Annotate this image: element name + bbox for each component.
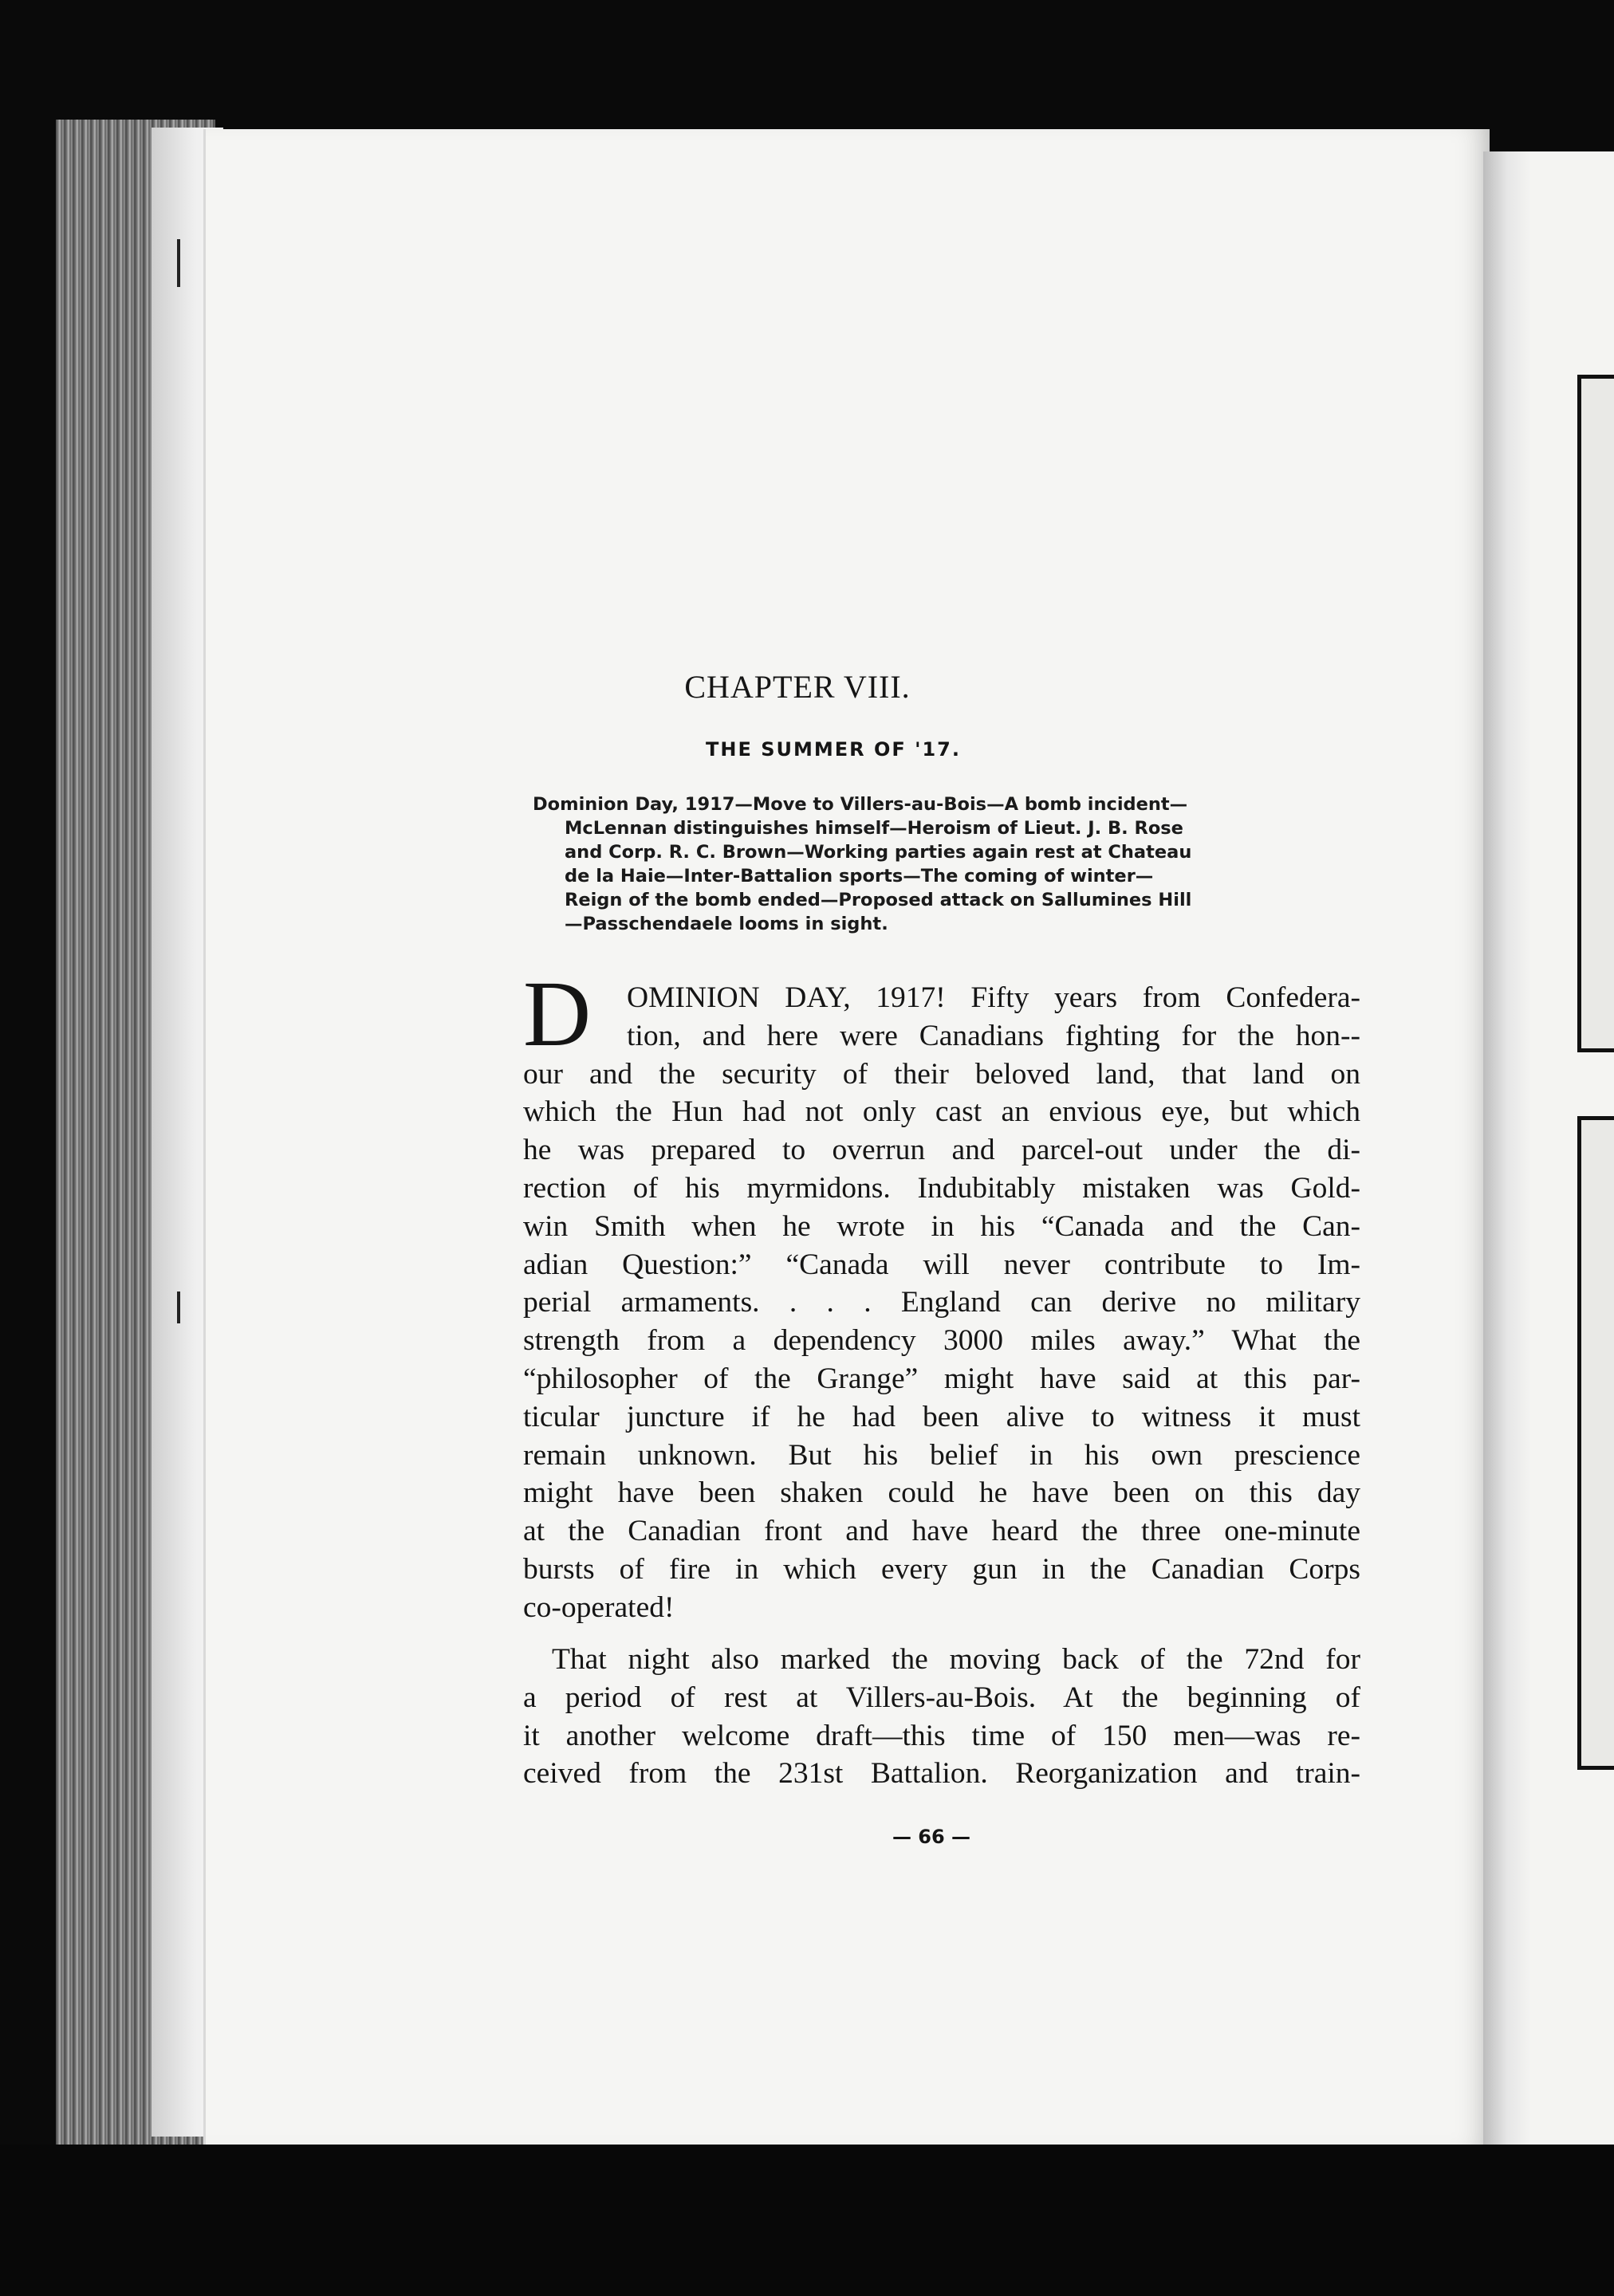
text-line: OMINION DAY, 1917! Fifty years from Confedera- xyxy=(627,981,1360,1014)
text-line: at the Canadian front and have heard the three one-minute xyxy=(523,1515,1360,1548)
facing-plate-frame-bottom xyxy=(1577,1116,1614,1770)
text-line: adian Question:” “Canada will never contribute to Im- xyxy=(523,1248,1360,1281)
synopsis-line: de la Haie—Inter-Battalion sports—The coming of winter— xyxy=(565,866,1154,887)
text-line: our and the security of their beloved land, that land on xyxy=(523,1057,1360,1091)
text-line: perial armaments. . . . England can derive no military xyxy=(523,1286,1360,1319)
chapter-subtitle: THE SUMMER OF '17. xyxy=(706,738,961,761)
scan-background-bottom xyxy=(0,2145,1614,2296)
synopsis-line: Reign of the bomb ended—Proposed attack on Sallumines Hill xyxy=(565,890,1192,910)
chapter-title: CHAPTER VIII. xyxy=(684,669,911,705)
body-paragraph-1 xyxy=(523,979,1360,1627)
text-line: “philosopher of the Grange” might have said at this par- xyxy=(523,1362,1360,1395)
text-line: might have been shaken could he have been on this day xyxy=(523,1476,1360,1510)
text-line: win Smith when he wrote in his “Canada and the Can- xyxy=(523,1209,1360,1243)
drop-cap: D xyxy=(523,961,592,1066)
text-line: remain unknown. But his belief in his own prescience xyxy=(523,1438,1360,1472)
text-line: strength from a dependency 3000 miles away.” What the xyxy=(523,1324,1360,1358)
text-line: ticular juncture if he had been alive to witness it must xyxy=(523,1400,1360,1433)
synopsis-line: Dominion Day, 1917—Move to Villers-au-Bois—A bomb incident— xyxy=(533,794,1188,815)
text-line: ceived from the 231st Battalion. Reorganization and train- xyxy=(523,1757,1360,1791)
text-line: bursts of fire in which every gun in the Canadian Corps xyxy=(523,1552,1360,1586)
chapter-synopsis xyxy=(533,792,1370,936)
text-line: That night also marked the moving back of the 72nd for xyxy=(552,1643,1360,1676)
text-line: a period of rest at Villers-au-Bois. At the beginning of xyxy=(523,1681,1360,1714)
synopsis-line: —Passchendaele looms in sight. xyxy=(565,914,888,934)
facing-plate-frame-top xyxy=(1577,375,1614,1052)
text-line: it another welcome draft—this time of 150 men—was re- xyxy=(523,1719,1360,1752)
synopsis-line: and Corp. R. C. Brown—Working parties again rest at Chateau xyxy=(565,842,1192,863)
text-line: which the Hun had not only cast an envious eye, but which xyxy=(523,1095,1360,1129)
text-line: co-operated! xyxy=(523,1590,675,1624)
text-line: he was prepared to overrun and parcel-out under the di- xyxy=(523,1134,1360,1167)
text-line: rection of his myrmidons. Indubitably mistaken was Gold- xyxy=(523,1171,1360,1205)
spine-mark xyxy=(177,1292,180,1323)
spine-mark xyxy=(177,239,180,287)
page-number: — 66 — xyxy=(892,1826,971,1848)
body-paragraph-2 xyxy=(523,1641,1360,1793)
text-line: tion, and here were Canadians fighting for the hon-- xyxy=(627,1019,1360,1052)
synopsis-line: McLennan distinguishes himself—Heroism of Lieut. J. B. Rose xyxy=(565,818,1183,839)
